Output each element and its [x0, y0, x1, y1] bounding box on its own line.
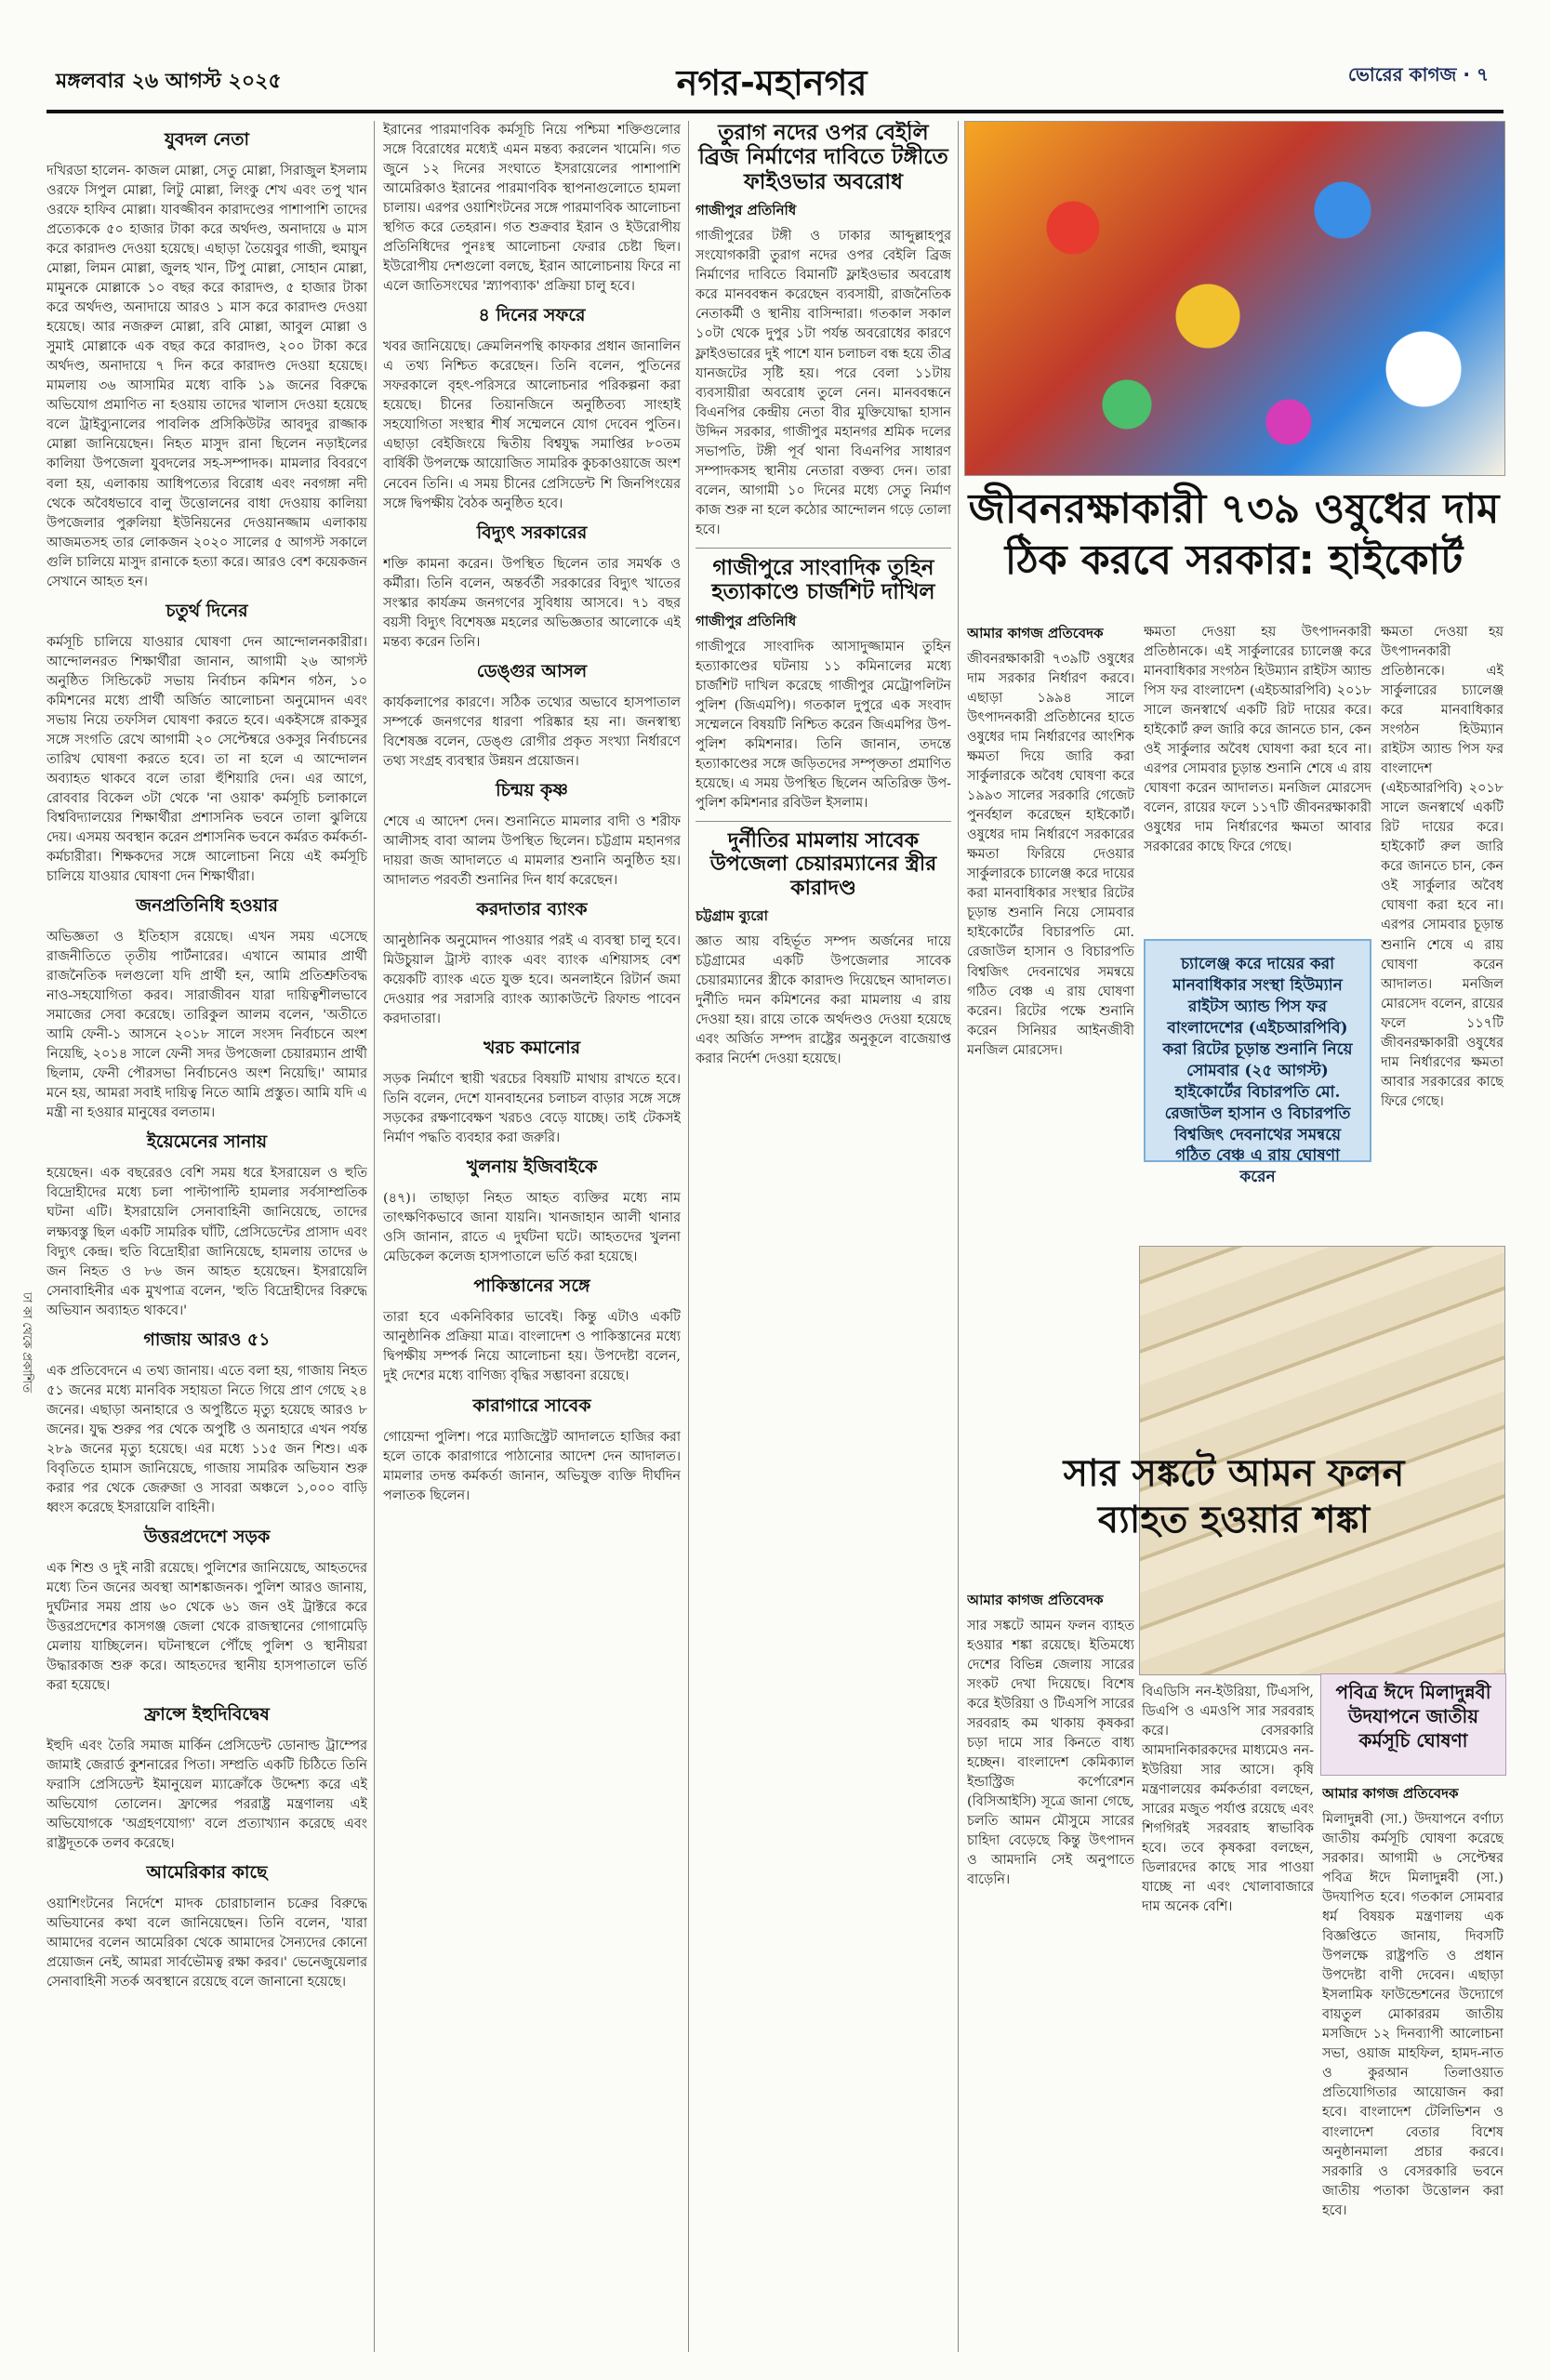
column-1	[46, 121, 367, 2361]
column-3	[696, 121, 951, 2361]
lead-body: ক্ষমতা দেওয়া হয় উৎপাদনকারী প্রতিষ্ঠানকে। এই সার্কুলারের চ্যালেঞ্জ করে মানবাধিকার সংগঠন হিউম্যান রাইটস অ্যান্ড পিস ফর বাংলাদেশ (এইচআরপিবি) ২০১৮ সালে জনস্বার্থে একটি রিট দায়ের করে। হাইকোর্ট রুল জারি করে জানতে চান, কেন ওই সার্কুলার অবৈধ ঘোষণা করা হবে না। এরপর সোমবার চূড়ান্ত শুনানি শেষে এ রায় ঘোষণা করেন আদালত। মনজিল মোরসেদ বলেন, রায়ের ফলে ১১৭টি জীবনরক্ষাকারী ওষুধের দাম নির্ধারণের ক্ষমতা আবার সরকারের কাছে ফিরে গেছে।	[1381, 625, 1504, 1109]
article-body: দখিরডা হালেন- কাজল মোল্লা, সেতু মোল্লা, সিরাজুল ইসলাম ওরফে সিপুল মোল্লা, লিটু মোল্লা, লিংকু শেখ এবং তপু খান ওরফে হাফিব মোল্লা। যাবজ্জীবন কারাদণ্ডের পাশাপাশি তাদের প্রত্যেককে ৫০ হাজার টাকা করে অর্থদণ্ড, অনাদায়ে ৬ মাস করে কারাদণ্ড দেওয়া হয়েছে। এছাড়া তৈয়েবুর গাজী, হুমায়ুন মোল্লা, লিমন মোল্লা, জুলহ খান, টিপু মোল্লা, সোহান মোল্লা, মামুনকে মোল্লাকে ১০ বছর করে কারাদণ্ড, ৫ হাজার টাকা করে অর্থদণ্ড, অনাদায়ে আরও ১ মাস করে কারাদণ্ড দেওয়া হয়েছে। আর নজরুল মোল্লা, রবি মোল্লা, আবুল মোল্লা ও সুমাই মোল্লাকে এক বছর করে কারাদণ্ড, ২০০ টাকা করে অর্থদণ্ড, অনাদায়ে ৭ দিন করে কারাদণ্ড দেওয়া হয়েছে। মামলায় ৩৬ আসামির মধ্যে বাকি ১৯ জনের বিরুদ্ধে অভিযোগ প্রমাণিত না হওয়ায় তাদের খালাস দেওয়া হয়েছে বলে ট্রাইব্যুনালের পাবলিক প্রসিকিউটর আবদুর রাজ্জাক মোল্লা জানিয়েছেন। নিহত মাসুদ রানা ছিলেন নড়াইলের কালিয়া উপজেলা যুবদলের সহ-সম্পাদক। মামলার বিবরণে বলা হয়, এলাকায় আধিপত্যের বিরোধ এবং নবগঙ্গা নদী থেকে অবৈধভাবে বালু উত্তোলনের বাধা দেওয়ায় কালিয়া উপজেলার পুরুলিয়া ইউনিয়নের দেওয়ানজ্জাম এলাকায় আজমতসহ তার লোকজন ২০২০ সালের ৫ আগস্ট সকালে গুলি চালিয়ে মাসুদ রানাকে হত্যা করে। আরও বেশ কয়েকজন সেখানে আহত হন।	[46, 164, 367, 589]
fertilizer-byline: আমার কাগজ প্রতিবেদক	[967, 1592, 1104, 1608]
article-head: আমেরিকার কাছে	[146, 1862, 268, 1884]
article-body: আনুষ্ঠানিক অনুমোদন পাওয়ার পরই এ ব্যবস্থা চালু হবে। মিউচুয়াল ট্রাস্ট ব্যাংক এবং ব্যাংক এশিয়াসহ বেশ কয়েকটি ব্যাংক এতে যুক্ত হবে। অনলাইনে রিটার্ন জমা দেওয়ার পর সরাসরি ব্যাংক অ্যাকাউন্টে রিফান্ড পাবেন করদাতারা।	[383, 932, 681, 1027]
lead-body: ক্ষমতা দেওয়া হয় উৎপাদনকারী প্রতিষ্ঠানকে। এই সার্কুলারের চ্যালেঞ্জ করে মানবাধিকার সংগঠন হিউম্যান রাইটস অ্যান্ড পিস ফর বাংলাদেশ (এইচআরপিবি) ২০১৮ সালে জনস্বার্থে একটি রিট দায়ের করে। হাইকোর্ট রুল জারি করে জানতে চান, কেন ওই সার্কুলার অবৈধ ঘোষণা করা হবে না। এরপর সোমবার চূড়ান্ত শুনানি শেষে এ রায় ঘোষণা করেন আদালত। মনজিল মোরসেদ বলেন, রায়ের ফলে ১১৭টি জীবনরক্ষাকারী ওষুধের দাম নির্ধারণের ক্ষমতা আবার সরকারের কাছে ফিরে গেছে।	[1144, 625, 1371, 855]
article-head: ফ্রান্সে ইহুদিবিদ্বেষ	[144, 1704, 270, 1726]
article-prison	[383, 1393, 681, 1506]
article-head: বিদ্যুৎ সরকারের	[476, 522, 588, 543]
article-body: সড়ক নির্মাণে স্থায়ী খরচের বিষয়টি মাথায় রাখতে হবে। তিনি বলেন, দেশে যানবাহনের চলাচল বাড়ার সঙ্গে সঙ্গে সড়কের রক্ষণাবেক্ষণ খরচও বেড়ে যাচ্ছে। তাই টেকসই নির্মাণ পদ্ধতি ব্যবহার করা জরুরি।	[383, 1072, 681, 1146]
article-body: এক প্রতিবেদনে এ তথ্য জানায়। এতে বলা হয়, গাজায় নিহত ৫১ জনের মধ্যে মানবিক সহায়তা নিতে গিয়ে প্রাণ গেছে ২৪ জনের। এছাড়া অনাহারে ও অপুষ্টিতে মৃত্যু হয়েছে আরও ৮ জনের। যুদ্ধ শুরুর পর থেকে অপুষ্টি ও অনাহারে এখন পর্যন্ত ২৮৯ জনের মৃত্যু হয়েছে। এর মধ্যে ১১৫ জন শিশু। এক বিবৃতিতে হামাস জানিয়েছে, গাজায় সামরিক অভিযান শুরু করার পর থেকে জেরুজা ও সাবরা অঞ্চলে ১,০০০ বাড়ি ধ্বংস করেছে ইসরায়েলি বাহিনী।	[46, 1363, 367, 1515]
column-2	[383, 121, 681, 2361]
article-body: জ্ঞাত আয় বহির্ভূত সম্পদ অর্জনের দায়ে চট্টগ্রামের একটি উপজেলার সাবেক চেয়ারম্যানের স্ত্রীকে কারাদণ্ড দিয়েছেন আদালত। দুর্নীতি দমন কমিশনের করা মামলায় এ রায় দেওয়া হয়। রায়ে তাকে অর্থদণ্ডও দেওয়া হয়েছে এবং অর্জিত সম্পদ রাষ্ট্রের অনুকূলে বাজেয়াপ্ত করার নির্দেশ দেওয়া হয়েছে।	[696, 933, 951, 1067]
milad-byline: আমার কাগজ প্রতিবেদক	[1322, 1785, 1459, 1802]
fertilizer-headline-line-1: সার সঙ্কটে আমন ফলন	[1063, 1452, 1405, 1495]
article-head: জনপ্রতিনিধি হওয়ার	[136, 895, 278, 917]
article-head: গাজায় আরও ৫১	[143, 1329, 271, 1350]
lead-body: জীবনরক্ষাকারী ৭৩৯টি ওষুধের দাম সরকার নির্ধারণ করবে। এছাড়া ১৯৯৪ সালে উৎপাদনকারী প্রতিষ্ঠানের হাতে ওষুধের দাম নির্ধারণের আংশিক ক্ষমতা দিয়ে জারি করা সার্কুলারকে অবৈধ ঘোষণা করে ১৯৯৩ সালের সরকারি গেজেট পুনর্বহাল করেছেন হাইকোর্ট। ওষুধের দাম নির্ধারণে সরকারের ক্ষমতা ফিরিয়ে দেওয়ার সার্কুলারকে চ্যালেঞ্জ করে দায়ের করা মানবাধিকার সংস্থার রিটের চূড়ান্ত শুনানি নিয়ে সোমবার হাইকোর্টের বিচারপতি মো. রেজাউল হাসান ও বিচারপতি বিশ্বজিৎ দেবনাথের সমন্বয়ে গঠিত বেঞ্চ এ রায় ঘোষণা করেন। রিটের পক্ষে শুনানি করেন সিনিয়র আইনজীবী মনজিল মোরসেদ।	[967, 652, 1134, 1058]
article-pakistan	[383, 1273, 681, 1386]
article-body: গোয়েন্দা পুলিশ। পরে ম্যাজিস্ট্রেট আদালতে হাজির করা হলে তাকে কারাগারে পাঠানোর আদেশ দেন আদালত। মামলার তদন্ত কর্মকর্তা জানান, অভিযুক্ত ব্যক্তি দীর্ঘদিন পলাতক ছিলেন।	[383, 1429, 681, 1503]
article-body: গাজীপুরের টঙ্গী ও ঢাকার আব্দুল্লাহপুর সংযোগকারী তুরাগ নদের ওপর বেইলি ব্রিজ নির্মাণের দাবিতে বিমানটি ফ্লাইওভার অবরোধ করে মানববন্ধন করেছেন ব্যবসায়ী, রাজনৈতিক নেতাকর্মী ও স্থানীয় বাসিন্দারা। গতকাল সকাল ১০টা থেকে দুপুর ১টা পর্যন্ত অবরোধের কারণে ফ্লাইওভারের দুই পাশে যান চলাচল বন্ধ হয়ে তীব্র যানজটের সৃষ্টি হয়। পরে বেলা ১১টায় ব্যবসায়ীরা অবরোধ তুলে নেন। মানববন্ধনে বিএনপির কেন্দ্রীয় নেতা বীর মুক্তিযোদ্ধা হাসান উদ্দিন সরকার, গাজীপুর মহানগর শ্রমিক দলের সভাপতি, টঙ্গী পূর্ব থানা বিএনপির সাধারণ সম্পাদকসহ স্থানীয় নেতারা বক্তব্য দেন। তারা বলেন, আগামী ১০ দিনের মধ্যে সেতু নির্মাণ কাজ শুরু না হলে কঠোর আন্দোলন গড়ে তোলা হবে।	[696, 229, 951, 537]
article-yemen	[46, 1129, 367, 1320]
article-head: চতুর্থ দিনের	[166, 600, 248, 621]
lead-pullquote: চ্যালেঞ্জ করে দায়ের করা মানবাধিকার সংস্থা হিউম্যান রাইটস অ্যান্ড পিস ফর বাংলাদেশের (এইচআরপিবি) করা রিটের চূড়ান্ত শুনানি নিয়ে সোমবার (২৫ আগস্ট) হাইকোর্টের বিচারপতি মো. রেজাউল হাসান ও বিচারপতি বিশ্বজিৎ দেবনাথের সমন্বয়ে গঠিত বেঞ্চ এ রায় ঘোষণা করেন	[1144, 939, 1371, 1162]
article-chinmoy	[383, 777, 681, 891]
article-gaza	[46, 1327, 367, 1518]
article-headline: গাজীপুরে সাংবাদিক তুহিন হত্যাকাণ্ডে চার্জশিট দাখিল	[711, 555, 935, 605]
article-body: শক্তি কামনা করেন। উপস্থিত ছিলেন তার সমর্থক ও কর্মীরা। তিনি বলেন, অন্তর্বর্তী সরকারের বিদ্যুৎ খাতের সংস্কার কার্যক্রম জনগণের সুবিধায় আসবে। ৭১ বছর বয়সী বিদ্যুৎ বিশেষজ্ঞ মহলের অভিজ্ঞতার আলোকে এই মন্তব্য করেন তিনি।	[383, 556, 681, 650]
article-headline: দুর্নীতির মামলায় সাবেক উপজেলা চেয়ারম্যানের স্ত্রীর কারাদণ্ড	[709, 828, 937, 900]
article-body: ইরানের পারমাণবিক কর্মসূচি নিয়ে পশ্চিমা শক্তিগুলোর সঙ্গে বিরোধের মধ্যেই এমন মন্তব্য করলেন খামেনি। গত জুনে ১২ দিনের সংঘাতে ইসরায়েলের পাশাপাশি আমেরিকাও ইরানের পারমাণবিক স্থাপনাগুলোতে হামলা চালায়। এরপর ওয়াশিংটনের সঙ্গে পারমাণবিক আলোচনা স্থগিত করে তেহরান। গত শুক্রবার ইরান ও ইউরোপীয় প্রতিনিধিদের পুনঃস্থ আলোচনা ফেরার চেষ্টা ছিল। ইউরোপীয় দেশগুলো বলছে, ইরান আলোচনায় ফিরে না এলে জাতিসংঘের 'স্ন্যাপব্যাক' প্রক্রিয়া চালু হবে।	[383, 123, 681, 295]
milad-body-col	[1322, 1783, 1504, 2352]
article-cost	[383, 1035, 681, 1148]
lead-headline-line-2: ঠিক করবে সরকার: হাইকোর্ট	[1004, 536, 1464, 584]
fertilizer-body-col-b	[1142, 1683, 1314, 2352]
fertilizer-body: সার সঙ্কটে আমন ফলন ব্যাহত হওয়ার শঙ্কা রয়েছে। ইতিমধ্যে দেশের বিভিন্ন জেলায় সারের সংকট দেখা দিয়েছে। বিশেষ করে ইউরিয়া ও টিএসপি সারের সরবরাহ কম থাকায় কৃষকরা চড়া দামে সার কিনতে বাধ্য হচ্ছেন। বাংলাদেশ কেমিক্যাল ইন্ডাস্ট্রিজ কর্পোরেশন (বিসিআইসি) সূত্রে জানা গেছে, চলতি আমন মৌসুমে সারের চাহিদা বেড়েছে কিন্তু উৎপাদন ও আমদানি সেই অনুপাতে বাড়েনি।	[967, 1619, 1134, 1888]
article-4-day-tour	[383, 302, 681, 513]
column-divider	[374, 121, 375, 2352]
milad-headline-box	[1320, 1673, 1506, 1776]
issue-date: মঙ্গলবার ২৬ আগস্ট ২০২৫	[56, 70, 282, 93]
article-taxpayer	[383, 896, 681, 1029]
article-khulna	[383, 1154, 681, 1267]
article-body: তারা হবে একনিবিকার ভাবেই। কিন্তু এটাও একটি আনুষ্ঠানিক প্রক্রিয়া মাত্র। বাংলাদেশ ও পাকিস্তানের মধ্যে দ্বিপক্ষীয় সম্পর্ক নিয়ে আলোচনা হয়। উপদেষ্টা বলেন, দুই দেশের মধ্যে বাণিজ্য বৃদ্ধির সম্ভাবনা রয়েছে।	[383, 1310, 681, 1384]
milad-body: মিলাদুন্নবী (সা.) উদযাপনে বর্ণাঢ্য জাতীয় কর্মসূচি ঘোষণা করেছে সরকার। আগামী ৬ সেপ্টেম্বর পবিত্র ঈদে মিলাদুন্নবী (সা.) উদযাপিত হবে। গতকাল সোমবার ধর্ম বিষয়ক মন্ত্রণালয় এক বিজ্ঞপ্তিতে জানায়, দিবসটি উপলক্ষে রাষ্ট্রপতি ও প্রধান উপদেষ্টা বাণী দেবেন। এছাড়া ইসলামিক ফাউন্ডেশনের উদ্যোগে বায়তুল মোকাররম জাতীয় মসজিদে ১২ দিনব্যাপী আলোচনা সভা, ওয়াজ মাহফিল, হামদ-নাত ও কুরআন তিলাওয়াত প্রতিযোগিতার আয়োজন করা হবে। বাংলাদেশ টেলিভিশন ও বাংলাদেশ বেতার বিশেষ অনুষ্ঠানমালা প্রচার করবে। সরকারি ও বেসরকারি ভবনে জাতীয় পতাকা উত্তোলন করা হবে।	[1322, 1812, 1504, 2218]
page-number: ৭	[1476, 63, 1489, 86]
article-head: করদাতার ব্যাংক	[476, 898, 588, 919]
article-iran	[383, 121, 681, 297]
column-divider	[688, 121, 689, 2352]
article-head: ডেঙ্গুর আসল	[476, 660, 588, 681]
article-fourth-day	[46, 598, 367, 887]
article-byline: গাজীপুর প্রতিনিধি	[696, 202, 797, 219]
article-body: অভিজ্ঞতা ও ইতিহাস রয়েছে। এখন সময় এসেছে রাজনীতিতে তৃতীয় পার্টনারের। এখানে আমার প্রার্থী রাজনৈতিক দলগুলো যদি প্রার্থী হন, আমি প্রতিশ্রুতিবদ্ধ নাও-সহযোগিতা করব। সারাজীবন যারা দায়িত্বশীলভাবে সমাজের সেবা করেছে। তারিকুল আলম বলেন, 'অতীতে আমি ফেনী-১ আসনে ২০১৮ সালে সংসদ নির্বাচনে অংশ নিয়েছি, ২০১৪ সালে ফেনী সদর উপজেলা চেয়ারম্যান প্রার্থী ছিলাম, ফেনী পৌরসভা নির্বাচনেও অংশ নিয়েছি।' আমার মনে হয়, আমরা সবাই দায়িত্ব নিতে আমি প্রস্তুত। আমি যদি এ মন্ত্রী না হওয়ার মানুষের বলতাম।	[46, 930, 367, 1121]
article-divider	[696, 548, 951, 549]
article-body: (৪৭)। তাছাড়া নিহত আহত ব্যক্তির মধ্যে নাম তাৎক্ষণিকভাবে জানা যায়নি। খানজাহান আলী থানার ওসি জানান, রাতে এ দুর্ঘটনা ঘটে। আহতদের খুলনা মেডিকেল কলেজ হাসপাতালে ভর্তি করা হয়েছে।	[383, 1191, 681, 1265]
fertilizer-headline-line-2: ব্যাহত হওয়ার শঙ্কা	[1097, 1499, 1371, 1541]
lead-body-col-b	[1144, 623, 1371, 930]
column-divider	[958, 121, 959, 2352]
paper-logo: ভোরের কাগজ · ৭	[1347, 63, 1489, 86]
article-corruption-case	[696, 829, 951, 1069]
article-representative	[46, 892, 367, 1123]
article-france	[46, 1701, 367, 1854]
fertilizer-body-col-a	[967, 1590, 1134, 2352]
side-folio: ঢা কা থেকে প্রকাশিত	[20, 1292, 33, 1394]
article-head: খরচ কমানোর	[483, 1038, 581, 1059]
article-dengue	[383, 658, 681, 772]
article-head: ৪ দিনের সফরে	[478, 305, 586, 326]
section-title: নগর-মহানগর	[676, 62, 868, 103]
lead-body-col-c	[1381, 623, 1504, 1236]
fertilizer-body: বিএডিসি নন-ইউরিয়া, টিএসপি, ডিএপি ও এমওপি সার সরবরাহ করে। বেসরকারি আমদানিকারকদের মাধ্যমেও নন-ইউরিয়া সার আসে। কৃষি মন্ত্রণালয়ের কর্মকর্তারা বলছেন, সারের মজুত পর্যাপ্ত রয়েছে এবং শিগগিরই সরবরাহ স্বাভাবিক হবে। তবে কৃষকরা বলছেন, ডিলারদের কাছে সার পাওয়া যাচ্ছে না এবং খোলাবাজারে দাম অনেক বেশি।	[1142, 1685, 1314, 1915]
article-body: শেষে এ আদেশ দেন। শুনানিতে মামলার বাদী ও শরীফ আলীসহ বাবা আলম উপস্থিত ছিলেন। চট্টগ্রাম মহানগর দায়রা জজ আদালতে এ মামলার শুনানি অনুষ্ঠিত হয়। আদালত পরবর্তী শুনানির দিন ধার্য করেছেন।	[383, 813, 681, 888]
article-power	[383, 520, 681, 653]
medicine-photo	[964, 121, 1505, 476]
article-head: খুলনায় ইজিবাইকে	[466, 1157, 598, 1178]
article-up-road	[46, 1524, 367, 1696]
article-body: কর্মসূচি চালিয়ে যাওয়ার ঘোষণা দেন আন্দোলনকারীরা। আন্দোলনরত শিক্ষার্থীরা জানান, আগামী ২৬ আগস্ট অনুষ্ঠিত সিন্ডিকেট সভায় নির্বাচন কমিশন গঠন, ১০ কমিশনের মধ্যে প্রার্থী অর্জিত আলোচনা অনুমোদন এবং সভায় নিয়ে তফসিল ঘোষণা করতে হবে। একইসঙ্গে রাকসুর সঙ্গে সংগতি রেখে আগামী ২০ সেপ্টেম্বরে ওকসুর নির্বাচনের তারিখ ঘোষণা করতে হবে। তা না হলে এ আন্দোলন অব্যাহত থাকবে বলে তারা হুঁশিয়ারি দেন। এর আগে, রোববার বিকেল ৩টা থেকে 'না ওয়াক' কর্মসূচি চলাকালে বিশ্ববিদ্যালয়ের শিক্ষার্থীরা প্রশাসনিক ভবনে তালা ঝুলিয়ে দেয়। এসময় অবস্থান করেন প্রশাসনিক ভবনে কর্মরত কর্মকর্তা-কর্মচারীরা। শিক্ষকদের সঙ্গে আলোচনা নিয়ে এই কর্মসূচি চালিয়ে যাওয়ার ঘোষণা দেন শিক্ষার্থীরা।	[46, 634, 367, 885]
lead-body-col-a	[967, 623, 1134, 1246]
article-head: কারাগারে সাবেক	[472, 1395, 591, 1416]
lead-headline	[964, 483, 1504, 586]
article-head: চিন্ময় কৃষ্ণ	[496, 779, 568, 800]
article-head: যুবদল নেতা	[164, 129, 250, 150]
milad-headline: পবিত্র ঈদে মিলাদুন্নবী উদযাপনে জাতীয় কর্মসূচি ঘোষণা	[1335, 1681, 1491, 1752]
article-body: এক শিশু ও দুই নারী রয়েছে। পুলিশের জানিয়েছে, আহতদের মধ্যে তিন জনের অবস্থা আশঙ্কাজনক। পুলিশ আরও জানায়, দুর্ঘটনার সময় প্রায় ৬০ থেকে ৬১ জন ওই ট্রাক্টরে করে উত্তরপ্রদেশের কাসগঞ্জ জেলা থেকে রাজস্থানের গোগামেড়ি মেলায় যাচ্ছিলেন। ঘটনাস্থলে পৌঁছে পুলিশ ও স্থানীয়রা উদ্ধারকাজ শুরু করে। আহতদের স্থানীয় হাসপাতালে ভর্তি করা হয়েছে।	[46, 1560, 367, 1694]
article-youth-leader	[46, 126, 367, 592]
lead-headline-line-1: জীবনরক্ষাকারী ৭৩৯ ওষুধের দাম	[968, 485, 1500, 533]
article-body: খবর জানিয়েছে। ক্রেমলিনপন্থি কাফকার প্রধান জানালিন এ তথ্য নিশ্চিত করেছেন। তিনি বলেন, পুতিনের সফরকালে বৃহৎ-পরিসরে আলোচনার পরিকল্পনা করা হয়েছে। চীনের তিয়ানজিনে অনুষ্ঠিতব্য সাংহাই সহযোগিতা সংস্থার শীর্ষ সম্মেলনে যোগ দেবেন পুতিন। এছাড়া বেইজিংয়ে দ্বিতীয় বিশ্বযুদ্ধ সমাপ্তির ৮০তম বার্ষিকী উপলক্ষে আয়োজিত সামরিক কুচকাওয়াজে অংশ নেবেন তিনি। এ সময় চীনের প্রেসিডেন্ট শি জিনপিংয়ের সঙ্গে দ্বিপক্ষীয় বৈঠক অনুষ্ঠিত হবে।	[383, 339, 681, 511]
article-journalist-murder	[696, 556, 951, 813]
article-body: কার্যকলাপের কারণে। সঠিক তথ্যের অভাবে হাসপাতাল সম্পর্কে জনগণের ধারণা পরিষ্কার হয় না। জনস্বাস্থ্য বিশেষজ্ঞ বলেন, ডেঙ্গু রোগীর প্রকৃত সংখ্যা নির্ধারণে তথ্য সংগ্রহ ব্যবস্থার উন্নয়ন প্রয়োজন।	[383, 694, 681, 769]
article-byline: চট্টগ্রাম ব্যুরো	[696, 906, 769, 924]
article-divider	[696, 821, 951, 822]
article-head: উত্তরপ্রদেশে সড়ক	[143, 1526, 271, 1547]
article-headline: তুরাগ নদের ওপর বেইলি ব্রিজ নির্মাণের দাবিতে টঙ্গীতে ফাইওভার অবরোধ	[698, 121, 948, 194]
lead-byline: আমার কাগজ প্রতিবেদক	[967, 625, 1104, 641]
article-bailey-bridge	[696, 121, 951, 540]
masthead-rule	[46, 110, 1504, 113]
fertilizer-headline	[964, 1450, 1504, 1543]
article-head: পাকিস্তানের সঙ্গে	[473, 1276, 590, 1297]
paper-name: ভোরের কাগজ	[1347, 63, 1457, 86]
article-body: গাজীপুরে সাংবাদিক আসাদুজ্জামান তুহিন হত্যাকাণ্ডের ঘটনায় ১১ কমিনালের মধ্যে চার্জশিট দাখিল করেছে গাজীপুর মেট্রোপলিটন পুলিশ (জিএমপি)। গতকাল দুপুরে এক সংবাদ সম্মেলনে বিষয়টি নিশ্চিত করেন জিএমপির উপ-পুলিশ কমিশনার। তিনি জানান, তদন্তে হত্যাকাণ্ডের সঙ্গে জড়িতদের সম্পৃক্ততা প্রমাণিত হয়েছে। এ সময় উপস্থিত ছিলেন অতিরিক্ত উপ-পুলিশ কমিশনার রবিউল ইসলাম।	[696, 639, 951, 811]
article-byline: গাজীপুর প্রতিনিধি	[696, 612, 797, 629]
article-america	[46, 1859, 367, 1992]
article-body: হয়েছেন। এক বছরেরও বেশি সময় ধরে ইসরায়েল ও হুতি বিদ্রোহীদের মধ্যে চলা পাল্টাপাল্টি হামলার সর্বসাম্প্রতিক ঘটনা এটি। ইসরায়েলি সেনাবাহিনী জানিয়েছে, তাদের লক্ষ্যবস্তু ছিল একটি সামরিক ঘাঁটি, প্রেসিডেন্টের প্রাসাদ এবং বিদ্যুৎ কেন্দ্র। হুতি বিদ্রোহীরা জানিয়েছে, হামলায় তাদের ৬ জন নিহত ও ৮৬ জন আহত হয়েছেন। ইসরায়েলি সেনাবাহিনীর এক মুখপাত্র বলেন, 'হুতি বিদ্রোহীদের বিরুদ্ধে অভিযান অব্যাহত থাকবে।'	[46, 1166, 367, 1318]
article-body: ইহুদি এবং তৈরি সমাজ মার্কিন প্রেসিডেন্ট ডোনাল্ড ট্রাম্পের জামাই জেরার্ড কুশনারের পিতা। সম্প্রতি একটি চিঠিতে তিনি ফরাসি প্রেসিডেন্ট ইমানুয়েল ম্যাক্রোঁকে উদ্দেশ্য করে এই অভিযোগ তোলেন। ফ্রান্সের পররাষ্ট্র মন্ত্রণালয় এই অভিযোগকে 'অগ্রহণযোগ্য' বলে প্রত্যাখ্যান করেছে এবং রাষ্ট্রদূতকে তলব করেছে।	[46, 1739, 367, 1852]
article-body: ওয়াশিংটনের নির্দেশে মাদক চোরাচালান চক্রের বিরুদ্ধে অভিযানের কথা বলে জানিয়েছেন। তিনি বলেন, 'যারা আমাদের বলেন আমেরিকা থেকে আমাদের সৈন্যদের কোনো প্রয়োজন নেই, আমরা সার্বভৌমত্ব রক্ষা করব।' ভেনেজুয়েলার সেনাবাহিনী সতর্ক অবস্থানে রয়েছে বলে জানানো হয়েছে।	[46, 1897, 367, 1990]
article-head: ইয়েমেনের সানায়	[146, 1131, 268, 1153]
